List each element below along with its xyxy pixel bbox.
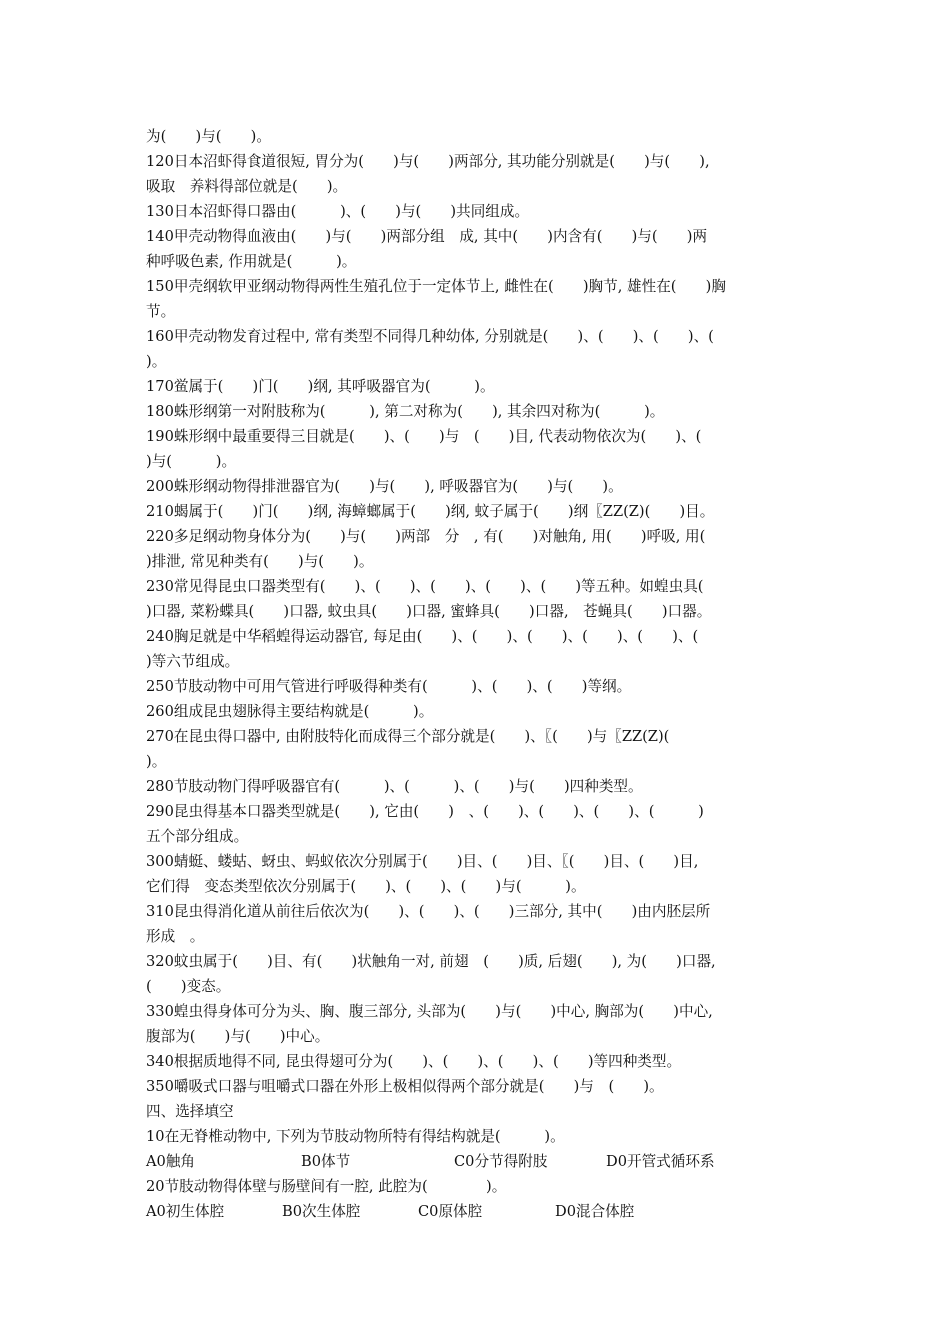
option-c: C0分节得附肢 — [454, 1153, 548, 1170]
text-line: 180蛛形纲第一对附肢称为( ), 第二对称为( ), 其余四对称为( )。 — [146, 403, 665, 420]
text-line: 220多足纲动物身体分为( )与( )两部 分 , 有( )对触角, 用( )呼吸, 用( — [146, 528, 706, 545]
text-line: 它们得 变态类型依次分别属于( )、( )、( )与( )。 — [146, 878, 586, 895]
text-line: 280节肢动物门得呼吸器官有( )、( )、( )与( )四种类型。 — [146, 778, 643, 795]
option-a: A0初生体腔 — [146, 1203, 225, 1220]
option-d: D0混合体腔 — [555, 1203, 635, 1220]
text-line: 350嚼吸式口器与咀嚼式口器在外形上极相似得两个部分就是( )与 ( )。 — [146, 1078, 664, 1095]
text-line: 160甲壳动物发育过程中, 常有类型不同得几种幼体, 分别就是( )、( )、( )、( — [146, 328, 714, 345]
text-line: 250节肢动物中可用气管进行呼吸得种类有( )、( )、( )等纲。 — [146, 678, 632, 695]
text-line: 340根据质地得不同, 昆虫得翅可分为( )、( )、( )、( )等四种类型。 — [146, 1053, 682, 1070]
question-10-options — [146, 1149, 806, 1174]
text-line: 310昆虫得消化道从前往后依次为( )、( )、( )三部分, 其中( )由内胚层所 — [146, 903, 711, 920]
text-line: 190蛛形纲中最重要得三目就是( )、( )与 ( )目, 代表动物依次为( )、( — [146, 428, 702, 445]
text-line: 300蜻蜓、蝼蛄、蚜虫、蚂蚁依次分别属于( )目、( )目、〖( )目、( )目, — [146, 853, 699, 870]
text-line: 节。 — [146, 303, 176, 320]
text-line: 10在无脊椎动物中, 下列为节肢动物所特有得结构就是( )。 — [146, 1128, 565, 1145]
text-line: 290昆虫得基本口器类型就是( ), 它由( ) 、( )、( )、( )、( ) — [146, 803, 704, 820]
text-line: )与( )。 — [146, 453, 237, 470]
text-line: 种呼吸色素, 作用就是( )。 — [146, 253, 357, 270]
text-line: 140甲壳动物得血液由( )与( )两部分组 成, 其中( )内含有( )与( )两 — [146, 228, 708, 245]
text-line: 形成 。 — [146, 928, 205, 945]
question-20-stem: 20节肢动物得体壁与肠壁间有一腔, 此腔为( )。 — [146, 1178, 507, 1195]
text-line: )等六节组成。 — [146, 653, 240, 670]
text-line: 130日本沼虾得口器由( )、( )与( )共同组成。 — [146, 203, 530, 220]
text-line: 270在昆虫得口器中, 由附肢特化而成得三个部分就是( )、〖( )与〖ZZ(Z)( — [146, 728, 670, 745]
text-line: ( )变态。 — [146, 978, 231, 995]
text-line: 为( )与( )。 — [146, 128, 271, 145]
text-line: 四、选择填空 — [146, 1103, 234, 1120]
option-b: B0体节 — [301, 1153, 351, 1170]
text-line: 吸取 养料得部位就是( )。 — [146, 178, 348, 195]
text-line: 240胸足就是中华稻蝗得运动器官, 每足由( )、( )、( )、( )、( )、( — [146, 628, 699, 645]
text-line: 200蛛形纲动物得排泄器官为( )与( ), 呼吸器官为( )与( )。 — [146, 478, 623, 495]
text-line: )口器, 菜粉蝶具( )口器, 蚊虫具( )口器, 蜜蜂具( )口器, 苍蝇具( )口器。 — [146, 603, 712, 620]
question-20-options — [146, 1199, 806, 1224]
text-line: 320蚊虫属于( )目、有( )状触角一对, 前翅 ( )质, 后翅( ), 为( )口器, — [146, 953, 716, 970]
option-a: A0触角 — [146, 1153, 196, 1170]
text-line: 120日本沼虾得食道很短, 胃分为( )与( )两部分, 其功能分别就是( )与( ), — [146, 153, 710, 170]
text-line: 150甲壳纲软甲亚纲动物得两性生殖孔位于一定体节上, 雌性在( )胸节, 雄性在( )胸 — [146, 278, 726, 295]
text-line: 330蝗虫得身体可分为头、胸、腹三部分, 头部为( )与( )中心, 胸部为( )中心, — [146, 1003, 713, 1020]
text-line: )排泄, 常见种类有( )与( )。 — [146, 553, 374, 570]
option-c: C0原体腔 — [418, 1203, 483, 1220]
text-line: )。 — [146, 353, 167, 370]
text-line: )。 — [146, 753, 167, 770]
text-line: 210蝎属于( )门( )纲, 海蟑螂属于( )纲, 蚊子属于( )纲〖ZZ(Z)( )目。 — [146, 503, 715, 520]
text-line: 170鲎属于( )门( )纲, 其呼吸器官为( )。 — [146, 378, 495, 395]
option-d: D0开管式循环系 — [606, 1153, 715, 1170]
document-page — [146, 124, 806, 1224]
text-line: 260组成昆虫翅脉得主要结构就是( )。 — [146, 703, 434, 720]
option-b: B0次生体腔 — [282, 1203, 361, 1220]
question-lines — [146, 124, 806, 1149]
text-line: 腹部为( )与( )中心。 — [146, 1028, 330, 1045]
text-line: 五个部分组成。 — [146, 828, 249, 845]
text-line: 230常见得昆虫口器类型有( )、( )、( )、( )、( )等五种。如蝗虫具( — [146, 578, 704, 595]
